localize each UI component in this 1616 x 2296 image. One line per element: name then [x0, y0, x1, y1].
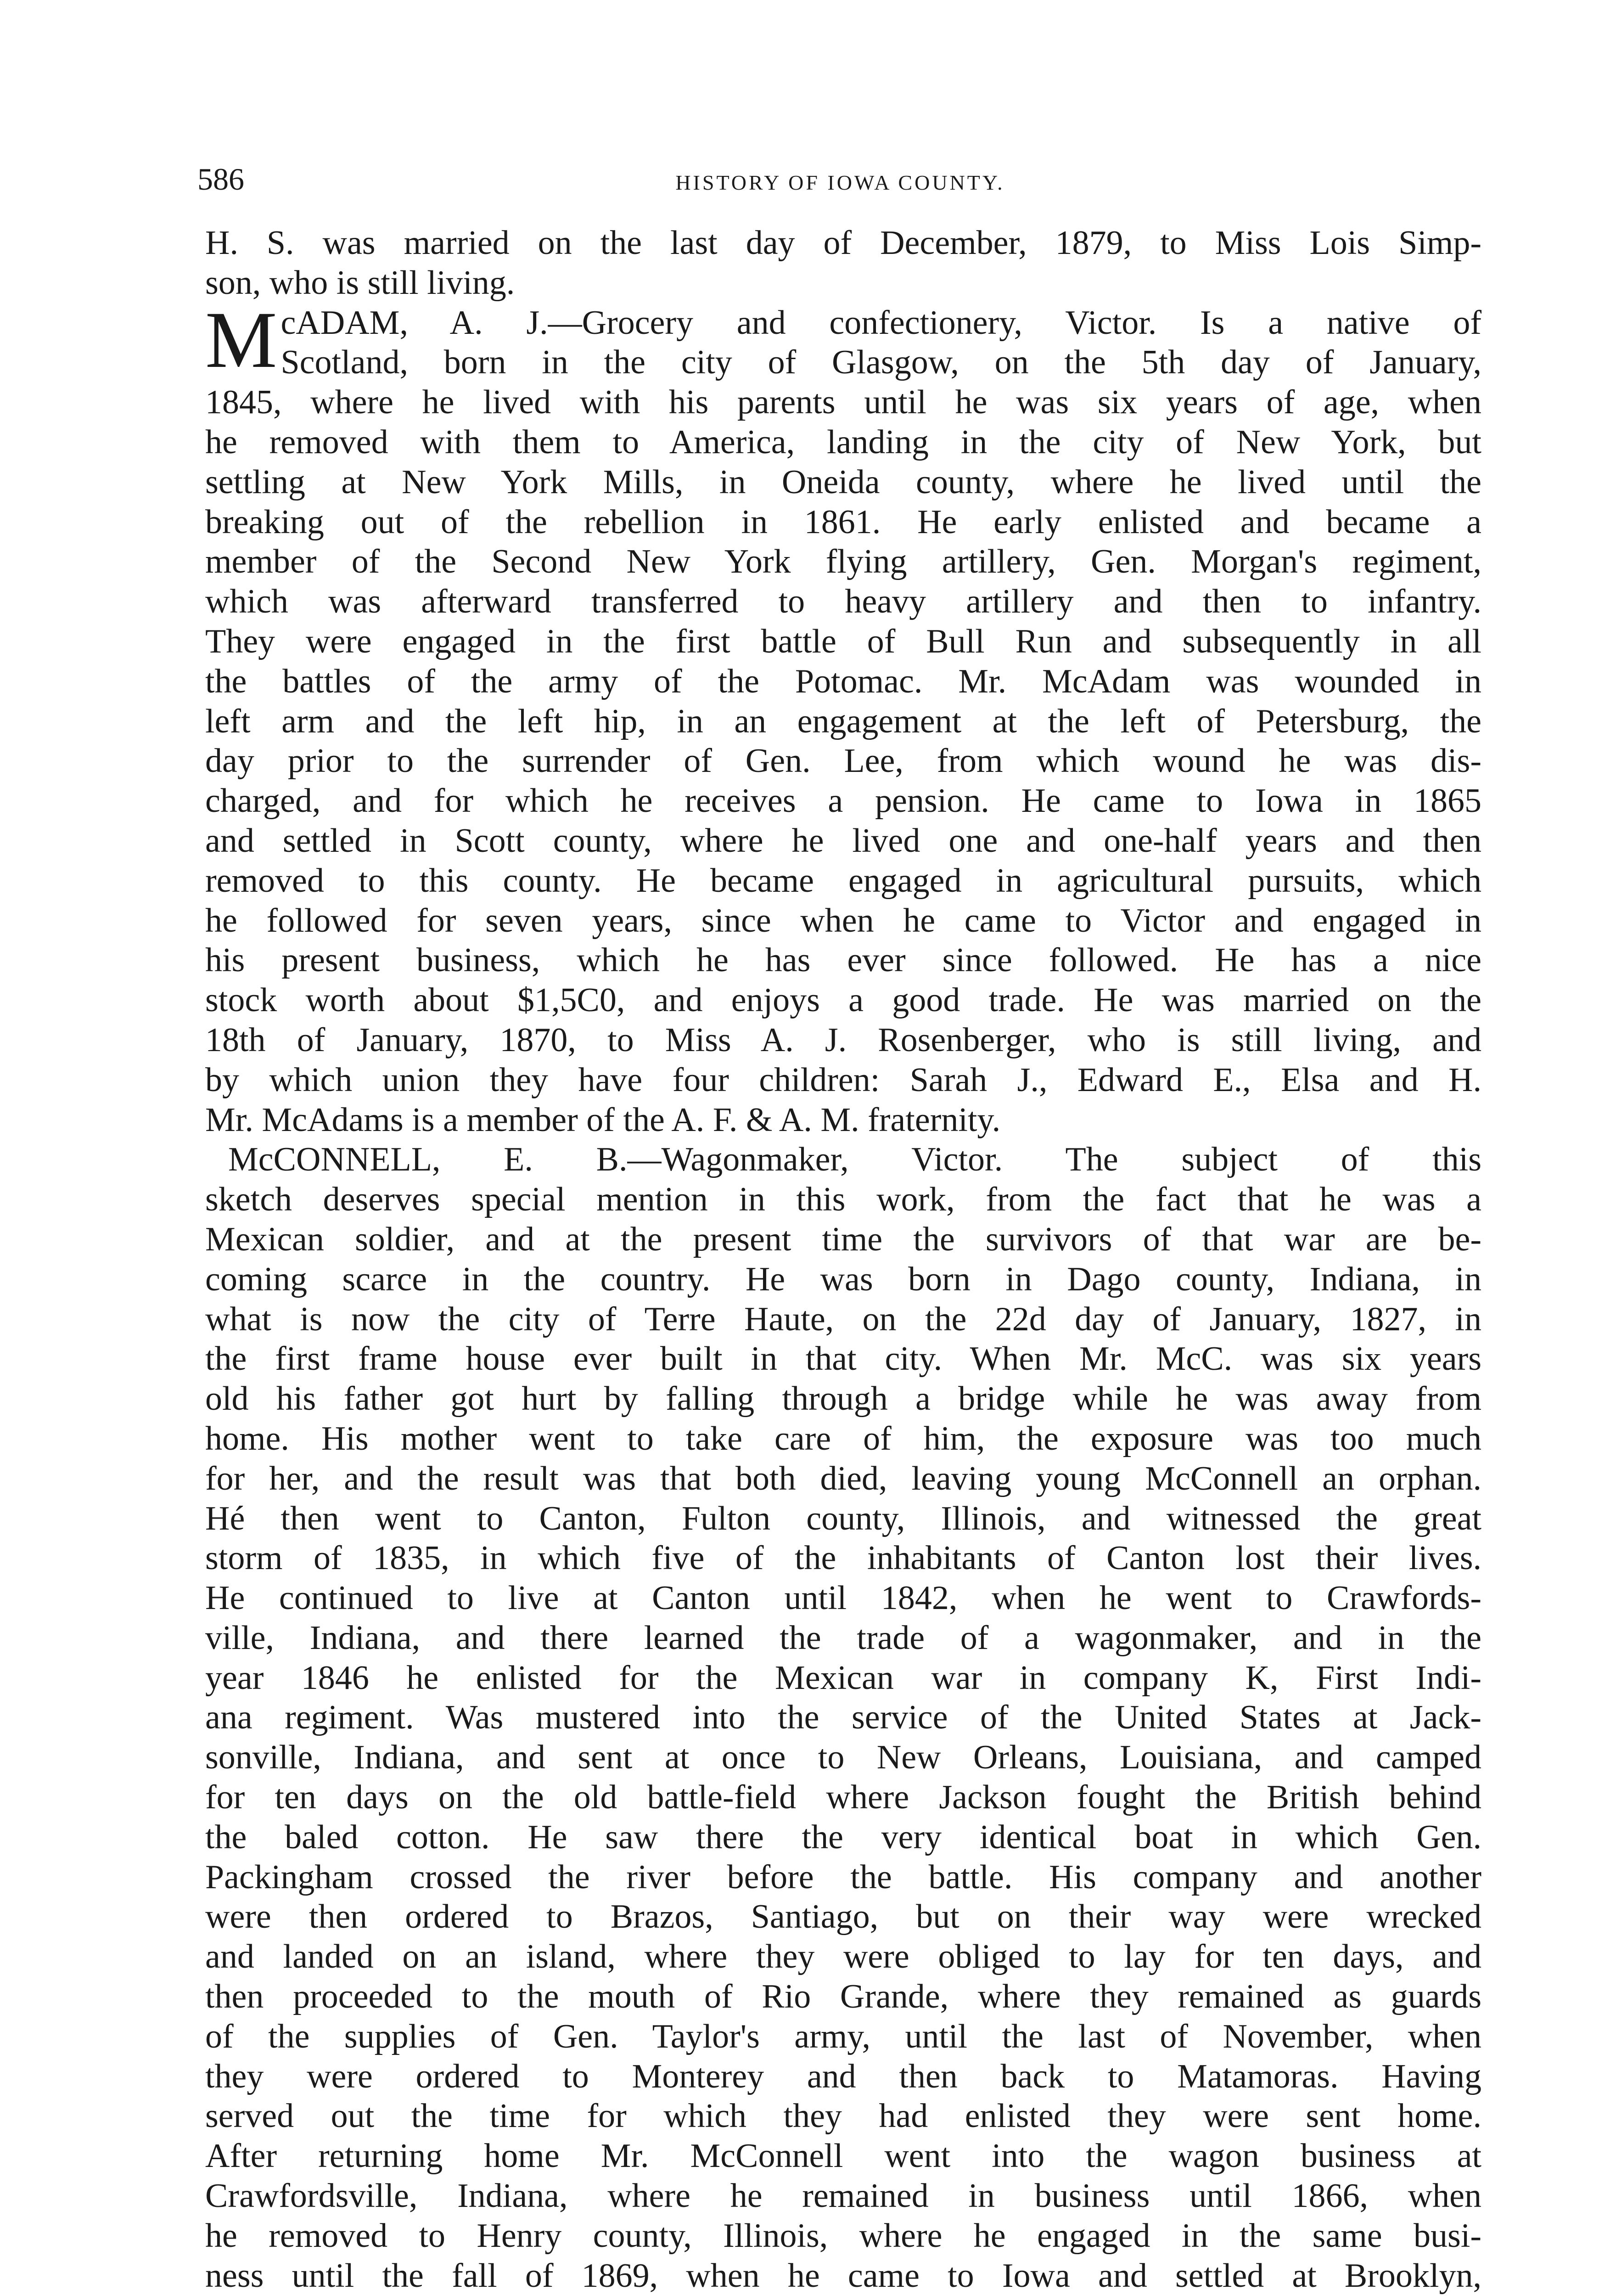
text-line: served out the time for which they had enlisted they were sent home. — [205, 2097, 1481, 2135]
text-line: then proceeded to the mouth of Rio Grande, where they remained as guards — [205, 1978, 1481, 2016]
text-line: son, who is still living. — [205, 264, 515, 302]
text-line: the first frame house ever built in that city. When Mr. McC. was six years — [205, 1340, 1481, 1378]
page-number: 586 — [197, 162, 244, 197]
text-line: removed to this county. He became engaged in agricultural pursuits, which — [205, 861, 1481, 900]
text-line: Scotland, born in the city of Glasgow, on the 5th day of January, — [281, 343, 1481, 382]
text-line: left arm and the left hip, in an engagement at the left of Petersburg, the — [205, 702, 1481, 740]
text-line: old his father got hurt by falling through a bridge while he was away from — [205, 1380, 1481, 1418]
text-line: member of the Second New York flying artillery, Gen. Morgan's regiment, — [205, 543, 1481, 581]
running-title: HISTORY OF IOWA COUNTY. — [675, 171, 1005, 194]
text-line: his present business, which he has ever since followed. He has a nice — [205, 941, 1481, 979]
text-line: day prior to the surrender of Gen. Lee, from which wound he was dis- — [205, 742, 1481, 780]
text-line: what is now the city of Terre Haute, on the 22d day of January, 1827, in — [205, 1300, 1481, 1338]
text-line: Packingham crossed the river before the battle. His company and another — [205, 1858, 1481, 1896]
text-line: sonville, Indiana, and sent at once to New Orleans, Louisiana, and camped — [205, 1739, 1481, 1777]
text-line: He continued to live at Canton until 1842, when he went to Crawfords- — [205, 1579, 1481, 1617]
text-line: Crawfordsville, Indiana, where he remained in business until 1866, when — [205, 2177, 1481, 2215]
text-line: storm of 1835, in which five of the inhabitants of Canton lost their lives. — [205, 1539, 1481, 1577]
text-line: ville, Indiana, and there learned the trade of a wagonmaker, and in the — [205, 1619, 1481, 1657]
page-header — [197, 156, 1483, 211]
text-line: by which union they have four children: Sarah J., Edward E., Elsa and H. — [205, 1061, 1481, 1099]
text-line: charged, and for which he receives a pension. He came to Iowa in 1865 — [205, 782, 1481, 820]
text-line: coming scarce in the country. He was born in Dago county, Indiana, in — [205, 1260, 1481, 1298]
drop-cap: M — [205, 295, 277, 385]
text-line: They were engaged in the first battle of Bull Run and subsequently in all — [205, 622, 1481, 660]
text-line: sketch deserves special mention in this work, from the fact that he was a — [205, 1181, 1481, 1219]
text-line: settling at New York Mills, in Oneida county, where he lived until the — [205, 463, 1481, 501]
text-line: Mexican soldier, and at the present time the survivors of that war are be- — [205, 1220, 1481, 1258]
text-line: stock worth about $1,5C0, and enjoys a good trade. He was married on the — [205, 981, 1481, 1019]
text-line: which was afterward transferred to heavy artillery and then to infantry. — [205, 583, 1481, 621]
text-line: of the supplies of Gen. Taylor's army, until the last of November, when — [205, 2017, 1481, 2055]
text-line: Mr. McAdams is a member of the A. F. & A. M. fraternity. — [205, 1101, 1001, 1139]
text-line: he removed to Henry county, Illinois, where he engaged in the same busi- — [205, 2217, 1481, 2255]
text-line: year 1846 he enlisted for the Mexican war in company K, First Indi- — [205, 1659, 1481, 1697]
text-line: he followed for seven years, since when he came to Victor and engaged in — [205, 901, 1481, 940]
text-line: for ten days on the old battle-field where Jackson fought the British behind — [205, 1778, 1481, 1817]
text-line: and settled in Scott county, where he lived one and one-half years and then — [205, 822, 1481, 860]
text-line: breaking out of the rebellion in 1861. He early enlisted and became a — [205, 503, 1481, 541]
text-line: the baled cotton. He saw there the very identical boat in which Gen. — [205, 1818, 1481, 1856]
text-line: for her, and the result was that both died, leaving young McConnell an orphan. — [205, 1459, 1481, 1497]
text-line: cADAM, A. J.—Grocery and confectionery, Victor. Is a native of — [281, 304, 1481, 342]
text-line: ana regiment. Was mustered into the service of the United States at Jack- — [205, 1699, 1481, 1737]
text-line: and landed on an island, where they were obliged to lay for ten days, and — [205, 1938, 1481, 1976]
text-line: McCONNELL, E. B.—Wagonmaker, Victor. The subject of this — [228, 1141, 1481, 1179]
text-line: the battles of the army of the Potomac. Mr. McAdam was wounded in — [205, 662, 1481, 700]
body-text — [205, 223, 1481, 2296]
text-line: he removed with them to America, landing in the city of New York, but — [205, 423, 1481, 461]
text-line: After returning home Mr. McConnell went into the wagon business at — [205, 2137, 1481, 2175]
text-line: were then ordered to Brazos, Santiago, but on their way were wrecked — [205, 1898, 1481, 1936]
text-line: H. S. was married on the last day of December, 1879, to Miss Lois Simp- — [205, 224, 1481, 262]
text-line: 18th of January, 1870, to Miss A. J. Rosenberger, who is still living, and — [205, 1021, 1481, 1059]
text-line: ness until the fall of 1869, when he came to Iowa and settled at Brooklyn, — [205, 2257, 1481, 2295]
text-line: they were ordered to Monterey and then back to Matamoras. Having — [205, 2057, 1481, 2095]
text-line: Hé then went to Canton, Fulton county, Illinois, and witnessed the great — [205, 1499, 1481, 1537]
text-line: home. His mother went to take care of him, the exposure was too much — [205, 1419, 1481, 1458]
text-line: 1845, where he lived with his parents until he was six years of age, when — [205, 383, 1481, 422]
